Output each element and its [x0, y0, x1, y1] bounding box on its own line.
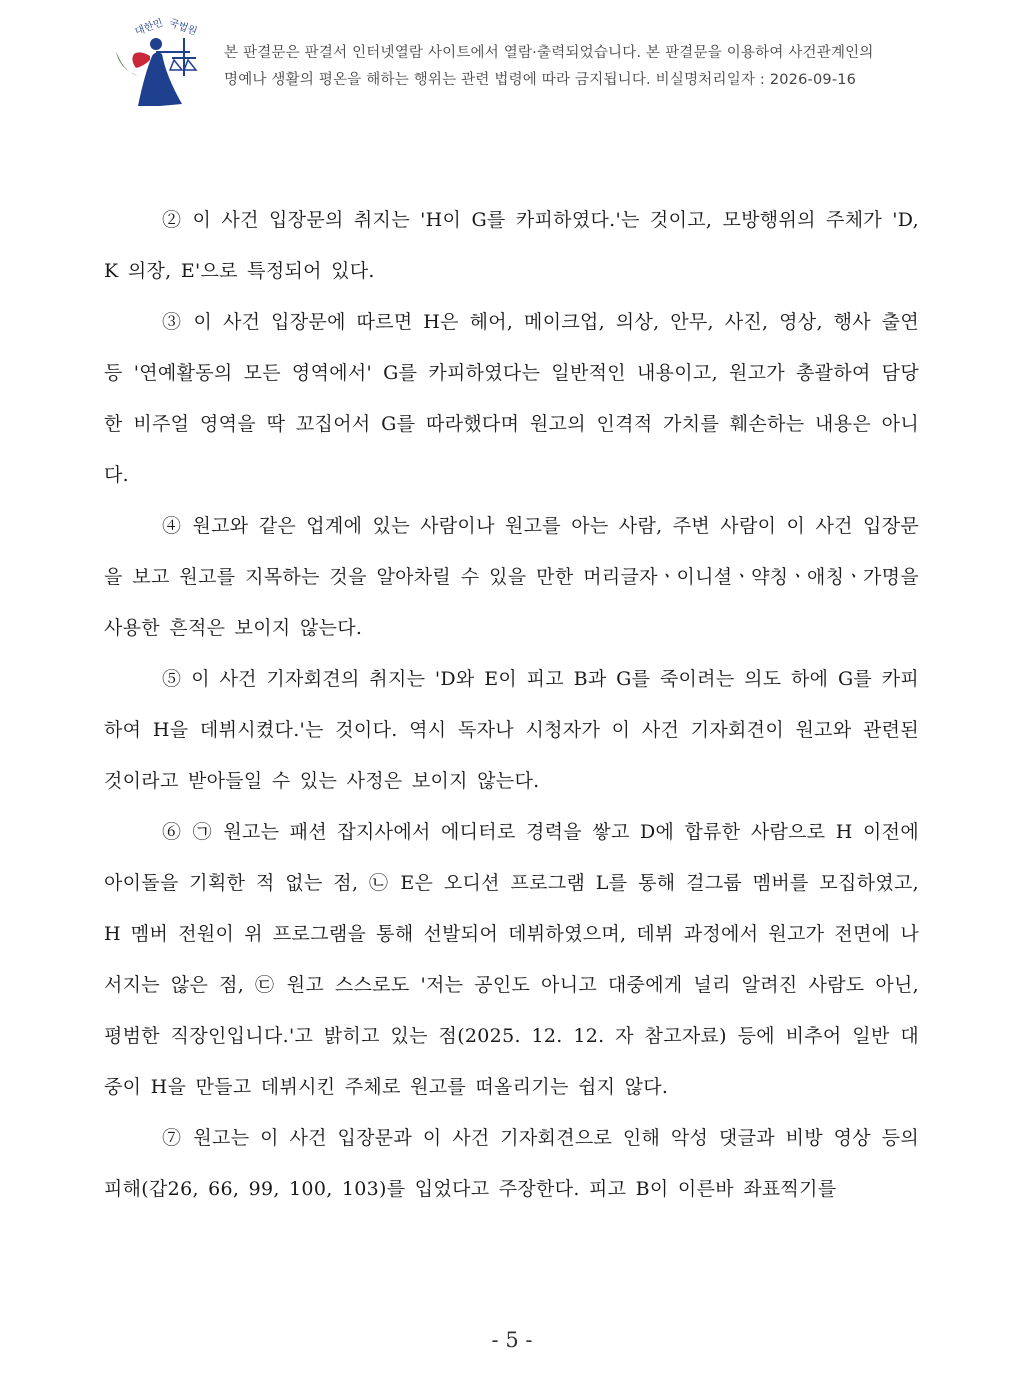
- page-number: - 5 -: [491, 1328, 533, 1352]
- judgment-body: [104, 195, 919, 1215]
- paragraph-2: ② 이 사건 입장문의 취지는 'H이 G를 카피하였다.'는 것이고, 모방행위의 주체가 'D, K 의장, E'으로 특정되어 있다.: [104, 209, 919, 282]
- usage-notice: [224, 40, 944, 94]
- court-seal-logo: [100, 16, 210, 108]
- svg-text:대한민: 대한민: [133, 17, 165, 38]
- notice-line-2: 명예나 생활의 평온을 해하는 행위는 관련 법령에 따라 금지됩니다. 비실명처리일자 : 2026-09-16: [224, 72, 857, 88]
- paragraph-3: ③ 이 사건 입장문에 따르면 H은 헤어, 메이크업, 의상, 안무, 사진, 영상, 행사 출연 등 '연예활동의 모든 영역에서' G를 카피하였다는 일반적인 내용이고, 원고가 총괄하여 담당한 비주얼 영역을 딱 꼬집어서 G를 따라했다며 원고의 인격적 가치를 훼손하는 내용은 아니다.: [104, 311, 919, 486]
- paragraph-4: ④ 원고와 같은 업계에 있는 사람이나 원고를 아는 사람, 주변 사람이 이 사건 입장문을 보고 원고를 지목하는 것을 알아차릴 수 있을 만한 머리글자ㆍ이니셜ㆍ약칭ㆍ애칭ㆍ가명을 사용한 흔적은 보이지 않는다.: [104, 515, 919, 639]
- notice-line-1: 본 판결문은 판결서 인터넷열람 사이트에서 열람·출력되었습니다. 본 판결문을 이용하여 사건관계인의: [224, 45, 874, 61]
- paragraph-7: ⑦ 원고는 이 사건 입장문과 이 사건 기자회견으로 인해 악성 댓글과 비방 영상 등의 피해(갑26, 66, 99, 100, 103)를 입었다고 주장한다. 피고 B이 이른바 좌표찍기를: [104, 1127, 919, 1200]
- paragraph-5: ⑤ 이 사건 기자회견의 취지는 'D와 E이 피고 B과 G를 죽이려는 의도 하에 G를 카피하여 H을 데뷔시켰다.'는 것이다. 역시 독자나 시청자가 이 사건 기자회견이 원고와 관련된 것이라고 받아들일 수 있는 사정은 보이지 않는다.: [104, 668, 919, 792]
- paragraph-6: ⑥ ㉠ 원고는 패션 잡지사에서 에디터로 경력을 쌓고 D에 합류한 사람으로 H 이전에 아이돌을 기획한 적 없는 점, ㉡ E은 오디션 프로그램 L를 통해 걸그룹 멤버를 모집하였고, H 멤버 전원이 위 프로그램을 통해 선발되어 데뷔하였으며, 데뷔 과정에서 원고가 전면에 나서지는 않은 점, ㉢ 원고 스스로도 '저는 공인도 아니고 대중에게 널리 알려진 사람도 아닌, 평범한 직장인입니다.'고 밝히고 있는 점(2025. 12. 12. 자 참고자료) 등에 비추어 일반 대중이 H을 만들고 데뷔시킨 주체로 원고를 떠올리기는 쉽지 않다.: [104, 821, 919, 1098]
- document-header: [0, 0, 1024, 120]
- svg-text:국법원: 국법원: [167, 17, 199, 38]
